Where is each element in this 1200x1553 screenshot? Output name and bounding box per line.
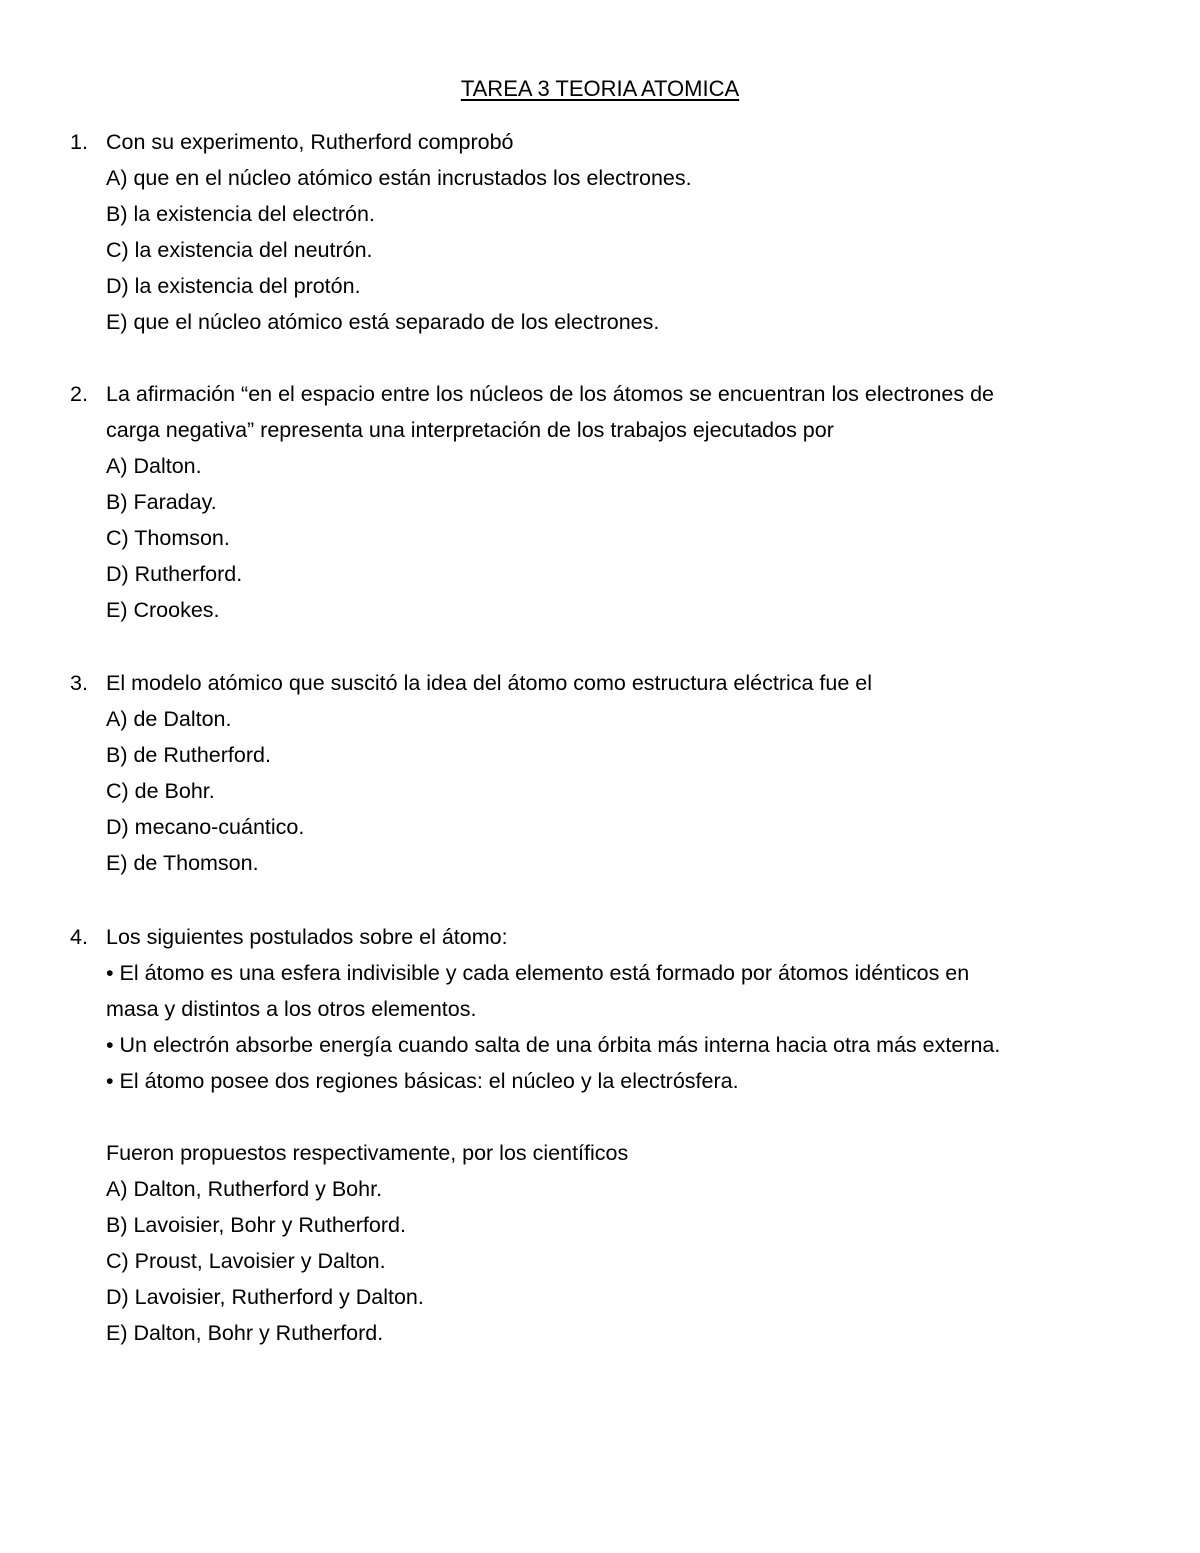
page-title: TAREA 3 TEORIA ATOMICA <box>460 76 740 101</box>
answer-option: B) la existencia del electrón. <box>106 202 375 226</box>
answer-option: A) Dalton. <box>106 454 202 478</box>
answer-option: D) mecano-cuántico. <box>106 815 305 839</box>
postulate-item: masa y distintos a los otros elementos. <box>106 997 477 1021</box>
answer-option: E) Dalton, Bohr y Rutherford. <box>106 1321 384 1345</box>
answer-option: B) Lavoisier, Bohr y Rutherford. <box>106 1213 406 1237</box>
postulate-item: • El átomo es una esfera indivisible y cada elemento está formado por átomos idénticos en <box>106 961 970 985</box>
question-text: carga negativa” representa una interpretación de los trabajos ejecutados por <box>106 418 834 442</box>
answer-option: C) la existencia del neutrón. <box>106 238 373 262</box>
question-prompt: Fueron propuestos respectivamente, por los científicos <box>106 1141 629 1165</box>
answer-option: C) de Bohr. <box>106 779 215 803</box>
answer-option: B) de Rutherford. <box>106 743 271 767</box>
question-text: La afirmación “en el espacio entre los núcleos de los átomos se encuentran los electrones de <box>106 382 994 406</box>
answer-option: E) que el núcleo atómico está separado de los electrones. <box>106 310 660 334</box>
answer-option: D) Rutherford. <box>106 562 243 586</box>
question-text: Los siguientes postulados sobre el átomo: <box>106 925 508 949</box>
question-number: 3. <box>70 671 88 695</box>
question-number: 1. <box>70 130 88 154</box>
answer-option: D) Lavoisier, Rutherford y Dalton. <box>106 1285 424 1309</box>
answer-option: A) que en el núcleo atómico están incrustados los electrones. <box>106 166 692 190</box>
postulate-item: • Un electrón absorbe energía cuando salta de una órbita más interna hacia otra más externa. <box>106 1033 1001 1057</box>
answer-option: E) Crookes. <box>106 598 220 622</box>
question-number: 2. <box>70 382 88 406</box>
answer-option: D) la existencia del protón. <box>106 274 361 298</box>
answer-option: A) de Dalton. <box>106 707 232 731</box>
answer-option: C) Proust, Lavoisier y Dalton. <box>106 1249 386 1273</box>
answer-option: E) de Thomson. <box>106 851 259 875</box>
question-text: Con su experimento, Rutherford comprobó <box>106 130 514 154</box>
question-text: El modelo atómico que suscitó la idea del átomo como estructura eléctrica fue el <box>106 671 873 695</box>
answer-option: B) Faraday. <box>106 490 217 514</box>
question-number: 4. <box>70 925 88 949</box>
answer-option: C) Thomson. <box>106 526 230 550</box>
answer-option: A) Dalton, Rutherford y Bohr. <box>106 1177 383 1201</box>
postulate-item: • El átomo posee dos regiones básicas: el núcleo y la electrósfera. <box>106 1069 739 1093</box>
